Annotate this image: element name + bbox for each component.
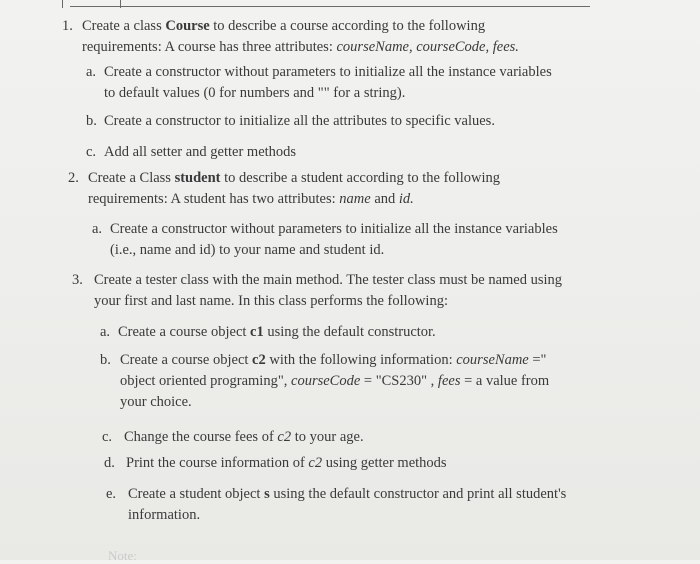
- subitem-letter: c.: [86, 144, 97, 160]
- subitem-letter: b.: [100, 352, 111, 368]
- item-text-line: your first and last name. In this class performs the following:: [94, 293, 448, 309]
- item-text-line: requirements: A student has two attributes: name and id.: [88, 191, 414, 207]
- top-border-tick-mid: [120, 0, 121, 8]
- item-text-line: Create a class Course to describe a course according to the following: [82, 18, 486, 34]
- subitem-text-line: object oriented programing", courseCode = "CS230" , fees = a value from: [120, 373, 550, 389]
- top-border-tick-left: [62, 0, 63, 8]
- item-number: 3.: [72, 272, 83, 288]
- item-text-line: Create a Class student to describe a student according to the following: [88, 170, 500, 186]
- subitem-letter: a.: [92, 221, 103, 237]
- subitem-text-line: Create a course object c2 with the following information: courseName =": [120, 352, 547, 368]
- subitem-letter: a.: [100, 324, 111, 340]
- subitem-text-line: Add all setter and getter methods: [104, 144, 297, 160]
- subitem-text-line: Create a constructor without parameters to initialize all the instance variables: [110, 221, 558, 237]
- cut-off-footer-text: Note:: [108, 548, 137, 563]
- subitem-letter: b.: [86, 113, 97, 129]
- subitem-text-line: Change the course fees of c2 to your age.: [124, 429, 364, 445]
- subitem-text-line: Print the course information of c2 using getter methods: [126, 455, 447, 471]
- subitem-text-line: your choice.: [120, 394, 192, 410]
- subitem-text-line: Create a constructor to initialize all the attributes to specific values.: [104, 113, 495, 129]
- subitem-text-line: Create a constructor without parameters to initialize all the instance variables: [104, 64, 552, 80]
- item-number: 2.: [68, 170, 79, 186]
- item-text-line: Create a tester class with the main method. The tester class must be named using: [94, 272, 563, 288]
- subitem-letter: e.: [106, 486, 117, 502]
- subitem-letter: c.: [102, 429, 113, 445]
- subitem-text-line: information.: [128, 507, 201, 523]
- subitem-text-line: Create a course object c1 using the default constructor.: [118, 324, 436, 340]
- top-border-line: [70, 6, 590, 7]
- subitem-text-line: (i.e., name and id) to your name and student id.: [110, 242, 385, 258]
- item-text-line: requirements: A course has three attributes: courseName, courseCode, fees.: [82, 39, 519, 55]
- subitem-letter: d.: [104, 455, 115, 471]
- subitem-letter: a.: [86, 64, 97, 80]
- subitem-text-line: to default values (0 for numbers and "" for a string).: [104, 85, 406, 101]
- subitem-text-line: Create a student object s using the default constructor and print all student's: [128, 486, 567, 502]
- item-number: 1.: [62, 18, 73, 34]
